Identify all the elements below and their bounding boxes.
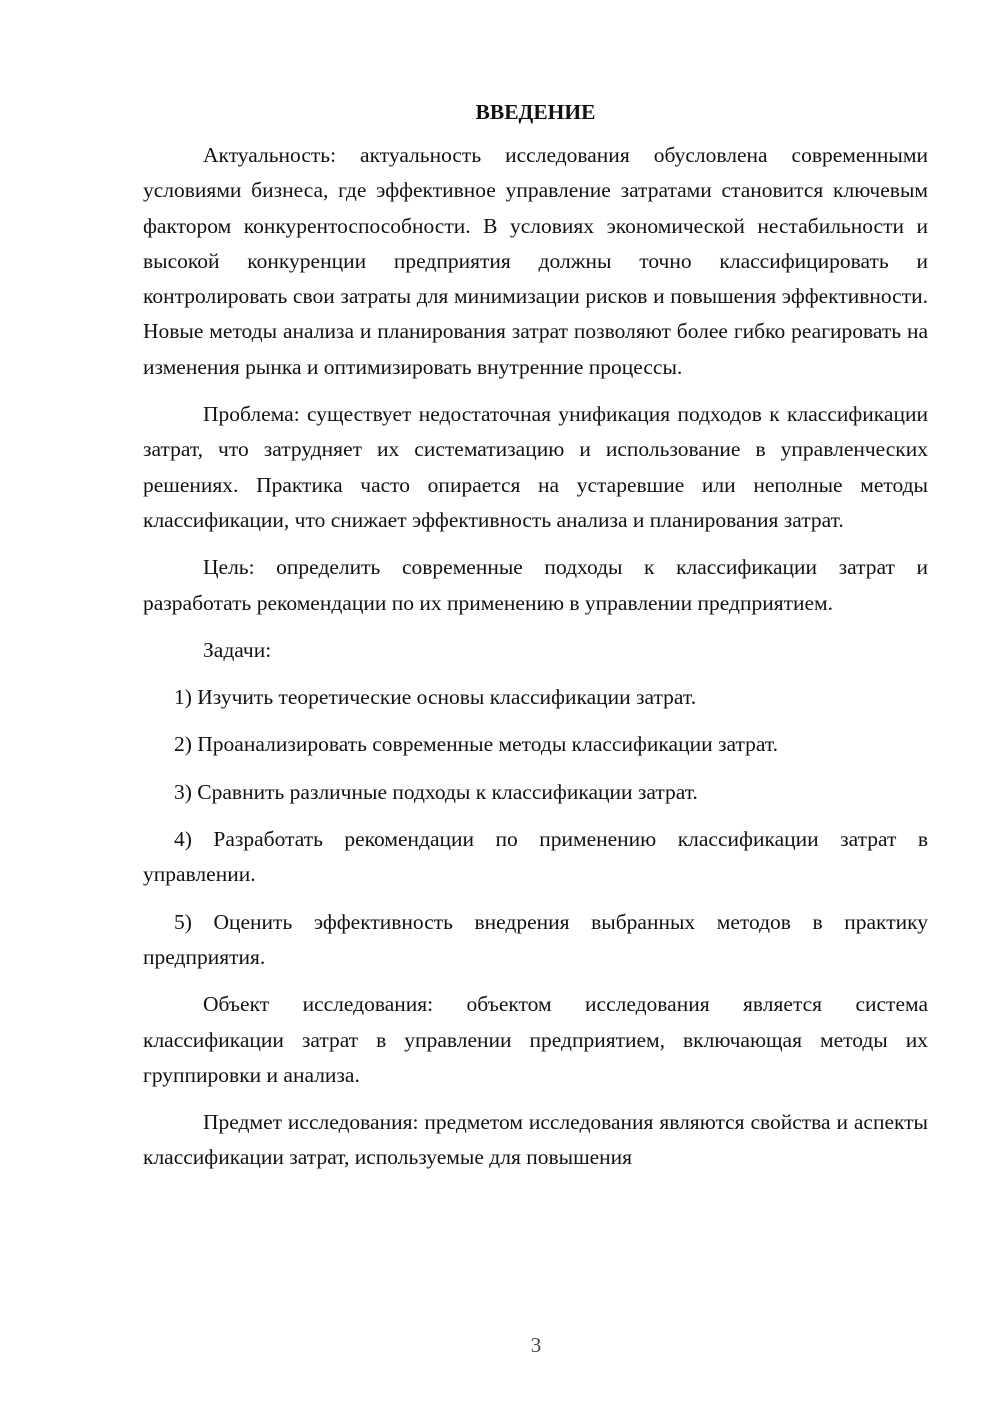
task-item-5: 5) Оценить эффективность внедрения выбранных методов в практику предприятия.: [143, 909, 928, 969]
task-item-2: 2) Проанализировать современные методы классификации затрат.: [174, 732, 778, 757]
task-item-3: 3) Сравнить различные подходы к классификации затрат.: [174, 779, 698, 804]
task-item-4: 4) Разработать рекомендации по применению классификации затрат в управлении.: [143, 827, 928, 887]
page-number: 3: [530, 1333, 542, 1357]
paragraph-object: Объект исследования: объектом исследования является система классификации затрат в управлении предприятием, включающая методы их группировки и анализа.: [143, 992, 928, 1087]
document-page: [143, 95, 928, 1176]
paragraph-goal: Цель: определить современные подходы к классификации затрат и разработать рекомендации по их применению в управлении предприятием.: [143, 555, 928, 615]
section-title: ВВЕДЕНИЕ: [475, 100, 596, 124]
task-item-1: 1) Изучить теоретические основы классификации затрат.: [174, 685, 697, 710]
paragraph-problem: Проблема: существует недостаточная унификация подходов к классификации затрат, что затрудняет их систематизацию и использование в управленческих решениях. Практика часто опирается на устаревшие или неполные методы классификации, что снижает эффективность анализа и планирования затрат.: [143, 402, 928, 532]
paragraph-relevance: Актуальность: актуальность исследования обусловлена современными условиями бизнеса, где эффективное управление затратами становится ключевым фактором конкурентоспособности. В условиях экономической нестабильности и высокой конкуренции предприятия должны точно классифицировать и контролировать свои затраты для минимизации рисков и повышения эффективности. Новые методы анализа и планирования затрат позволяют более гибко реагировать на изменения рынка и оптимизировать внутренние процессы.: [143, 143, 928, 379]
paragraph-tasks-heading: Задачи:: [203, 637, 272, 662]
paragraph-subject: Предмет исследования: предметом исследования являются свойства и аспекты классификации затрат, используемые для повышения: [143, 1110, 928, 1170]
